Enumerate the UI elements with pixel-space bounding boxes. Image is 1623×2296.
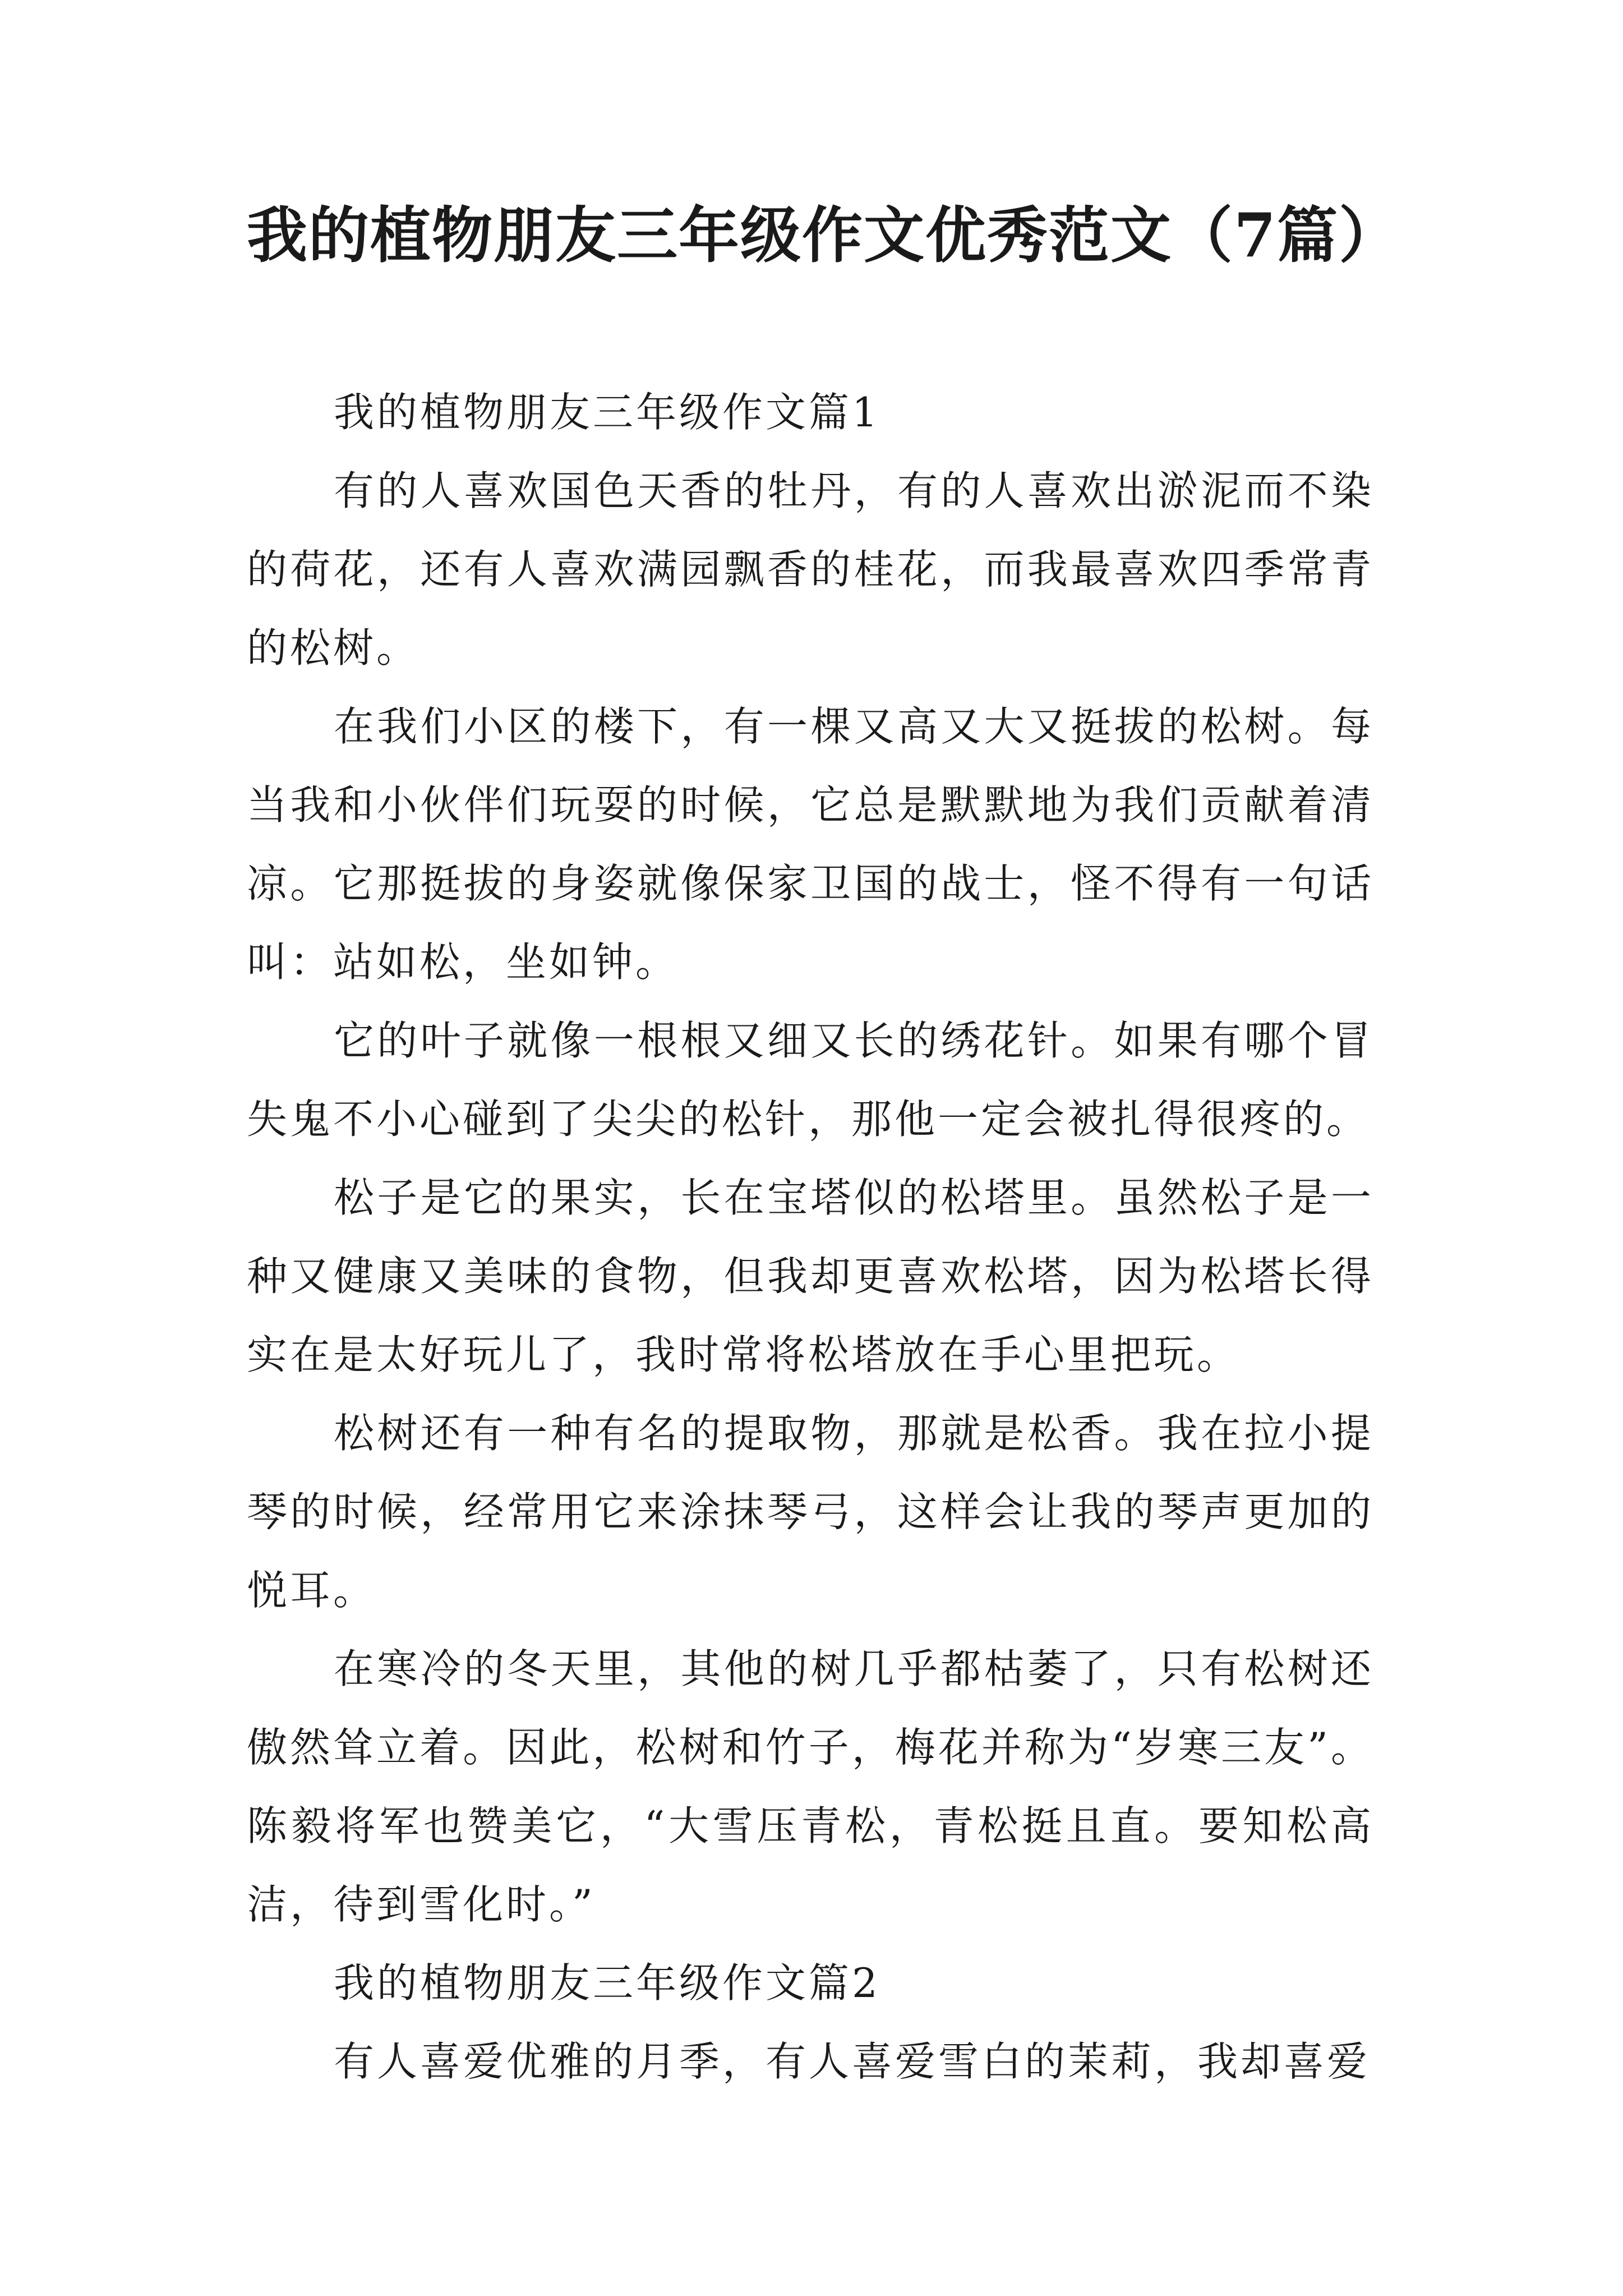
paragraph-3: 它的叶子就像一根根又细又长的绣花针。如果有哪个冒失鬼不小心碰到了尖尖的松针，那他一定会被扎得很疼的。 [247, 1017, 1374, 1143]
document-body [247, 373, 1374, 2101]
paragraph-4: 松子是它的果实，长在宝塔似的松塔里。虽然松子是一种又健康又美味的食物，但我却更喜欢松塔，因为松塔长得实在是太好玩儿了，我时常将松塔放在手心里把玩。 [247, 1174, 1374, 1378]
paragraph-1: 有的人喜欢国色天香的牡丹，有的人喜欢出淤泥而不染的荷花，还有人喜欢满园飘香的桂花，而我最喜欢四季常青的松树。 [247, 467, 1374, 671]
paragraph-7: 有人喜爱优雅的月季，有人喜爱雪白的茉莉，我却喜爱 [334, 2038, 1371, 2085]
paragraph-2: 在我们小区的楼下，有一棵又高又大又挺拔的松树。每当我和小伙伴们玩耍的时候，它总是默默地为我们贡献着清凉。它那挺拔的身姿就像保家卫国的战士，怪不得有一句话叫：站如松，坐如钟。 [247, 703, 1374, 986]
document-title: 我的植物朋友三年级作文优秀范文（7篇） [247, 200, 1401, 271]
section-heading-2: 我的植物朋友三年级作文篇2 [334, 1959, 880, 2007]
paragraph-6: 在寒冷的冬天里，其他的树几乎都枯萎了，只有松树还傲然耸立着。因此，松树和竹子，梅花并称为“岁寒三友”。陈毅将军也赞美它，“大雪压青松，青松挺且直。要知松高洁，待到雪化时。” [247, 1645, 1374, 1928]
paragraph-5: 松树还有一种有名的提取物，那就是松香。我在拉小提琴的时候，经常用它来涂抹琴弓，这样会让我的琴声更加的悦耳。 [247, 1410, 1374, 1614]
section-heading-1: 我的植物朋友三年级作文篇1 [334, 389, 880, 436]
